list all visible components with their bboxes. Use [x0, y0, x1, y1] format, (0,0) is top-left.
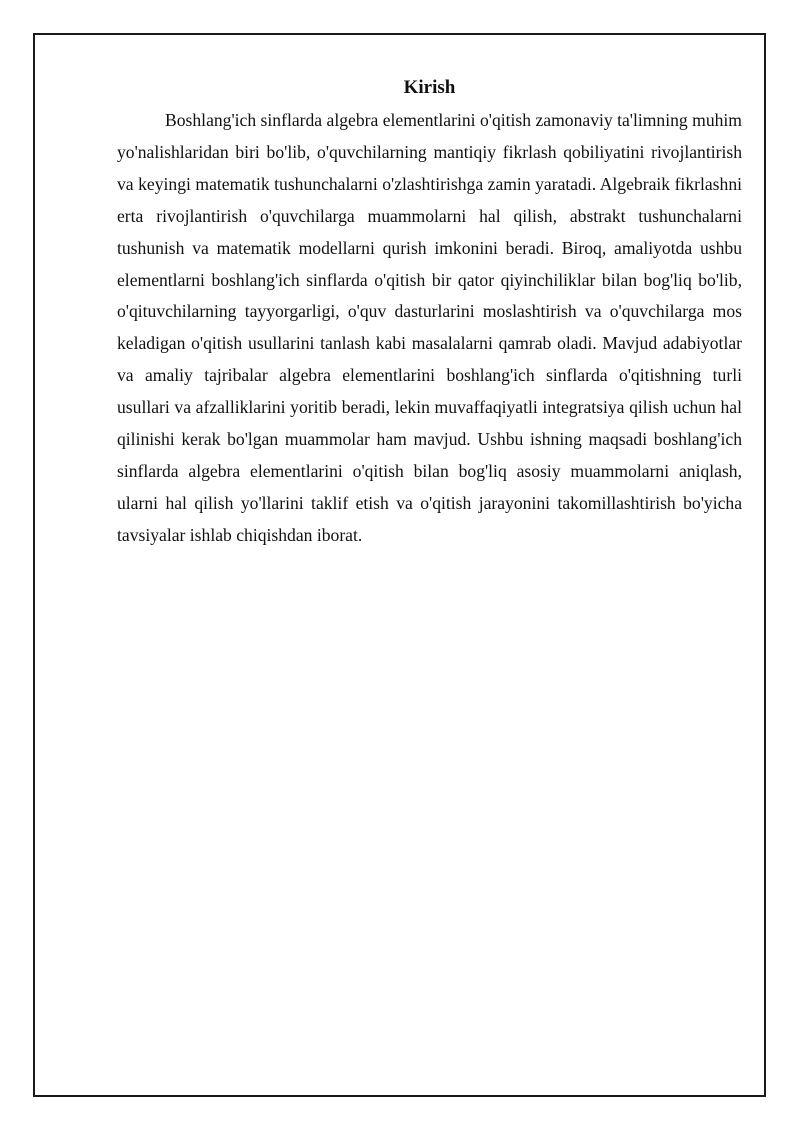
introduction-paragraph: Boshlang'ich sinflarda algebra elementlarini o'qitish zamonaviy ta'limning muhim yo'nalishlaridan biri bo'lib, o'quvchilarning mantiqiy fikrlash qobiliyatini rivojlantirish va keyingi matematik tushunchalarni o'zlashtirishga zamin yaratadi. Algebraik fikrlashni erta rivojlantirish o'quvchilarga muammolarni hal qilish, abstrakt tushunchalarni tushunish va matematik modellarni qurish imkonini beradi. Biroq, amaliyotda ushbu elementlarni boshlang'ich sinflarda o'qitish bir qator qiyinchiliklar bilan bog'liq bo'lib, o'qituvchilarning tayyorgarligi, o'quv dasturlarini moslashtirish va o'quvchilarga mos keladigan o'qitish usullarini tanlash kabi masalalarni qamrab oladi. Mavjud adabiyotlar va amaliy tajribalar algebra elementlarini boshlang'ich sinflarda o'qitishning turli usullari va afzalliklarini yoritib beradi, lekin muvaffaqiyatli integratsiya qilish uchun hal qilinishi kerak bo'lgan muammolar ham mavjud. Ushbu ishning maqsadi boshlang'ich sinflarda algebra elementlarini o'qitish bilan bog'liq asosiy muammolarni aniqlash, ularni hal qilish yo'llarini taklif etish va o'qitish jarayonini takomillashtirish bo'yicha tavsiyalar ishlab chiqishdan iborat.: [117, 110, 742, 545]
document-body: [117, 75, 742, 552]
section-heading: Kirish: [403, 77, 456, 98]
page-border: [33, 33, 766, 1097]
